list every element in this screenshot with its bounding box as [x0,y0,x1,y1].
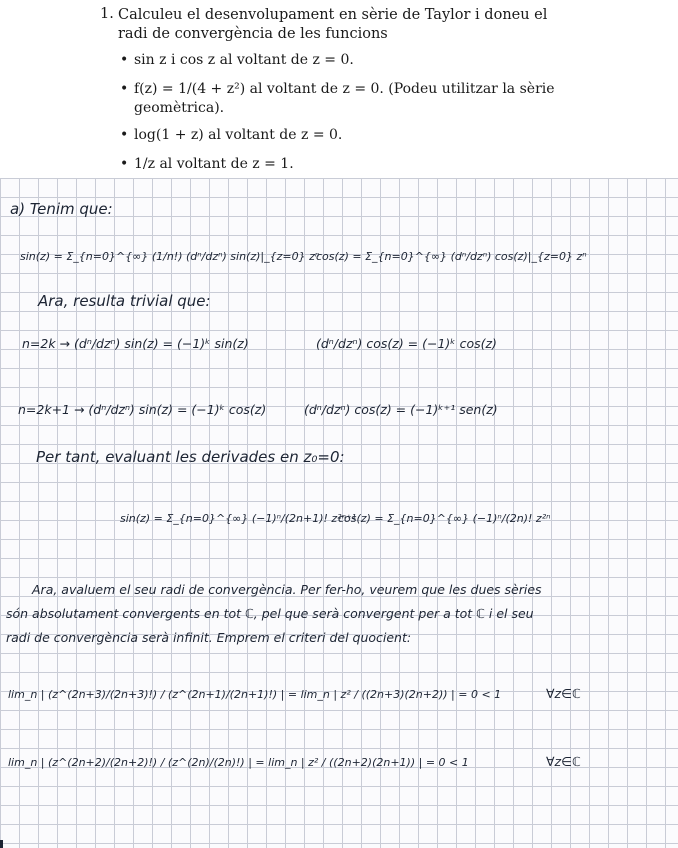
bullet-rational: f(z) = 1/(4 + z²) al voltant de z = 0. (Podeu utilitzar la sèrie geomètrica). [134,81,555,116]
evaluation-statement: Per tant, evaluant les derivades en z₀=0: [36,448,345,466]
ratio-test-sin: lim_n | (z^(2n+3)/(2n+3)!) / (z^(2n+1)/(2n+1)!) | = lim_n | z² / ((2n+3)(2n+2)) | = 0 < 1 [8,688,502,701]
bullet-marker: • [120,156,129,172]
printed-exercise [0,0,678,178]
cos-series: cos(z) = Σ_{n=0}^{∞} (−1)ⁿ/(2n)! z²ⁿ [338,512,551,525]
handwritten-notes-grid [0,178,678,848]
odd-derivative-sin: n=2k+1 → (dⁿ/dzⁿ) sin(z) = (−1)ᵏ cos(z) [18,402,267,417]
bullet-log: log(1 + z) al voltant de z = 0. [134,127,343,143]
even-derivative-cos: (dⁿ/dzⁿ) cos(z) = (−1)ᵏ cos(z) [316,336,497,351]
paragraph-line-2: són absolutament convergents en tot ℂ, pel que serà convergent per a tot ℂ i el seu [6,606,534,621]
ratio-test-cos-domain: ∀z∈ℂ [546,754,581,769]
bullet-marker: • [120,52,129,68]
paragraph-line-1: Ara, avaluem el seu radi de convergència. Per fer-ho, veurem que les dues sèries [32,582,542,597]
paragraph-line-3: radi de convergència serà infinit. Emprem el criteri del quocient: [6,630,412,645]
cos-taylor-definition: cos(z) = Σ_{n=0}^{∞} (dⁿ/dzⁿ) cos(z)|_{z=0} zⁿ [316,250,587,263]
trivial-statement: Ara, resulta trivial que: [38,292,211,310]
bullet-marker: • [120,81,129,97]
bullet-reciprocal: 1/z al voltant de z = 1. [134,156,294,172]
odd-derivative-cos: (dⁿ/dzⁿ) cos(z) = (−1)ᵏ⁺¹ sen(z) [304,402,498,417]
question-number: 1. [100,6,114,22]
ratio-test-cos: lim_n | (z^(2n+2)/(2n+2)!) / (z^(2n)/(2n)!) | = lim_n | z² / ((2n+2)(2n+1)) | = 0 < 1 [8,756,469,769]
sin-taylor-definition: sin(z) = Σ_{n=0}^{∞} (1/n!) (dⁿ/dzⁿ) sin(z)|_{z=0} zⁿ [20,250,320,263]
even-derivative-sin: n=2k → (dⁿ/dzⁿ) sin(z) = (−1)ᵏ sin(z) [22,336,249,351]
question-text: Calculeu el desenvolupament en sèrie de Taylor i doneu el radi de convergència de les funcions [118,7,548,42]
notes-heading: a) Tenim que: [10,200,113,218]
page-edge-mark [0,840,3,848]
sin-series: sin(z) = Σ_{n=0}^{∞} (−1)ⁿ/(2n+1)! z²ⁿ⁺¹ [120,512,357,525]
ratio-test-sin-domain: ∀z∈ℂ [546,686,581,701]
bullet-marker: • [120,127,129,143]
bullet-sin-cos: sin z i cos z al voltant de z = 0. [134,52,354,68]
